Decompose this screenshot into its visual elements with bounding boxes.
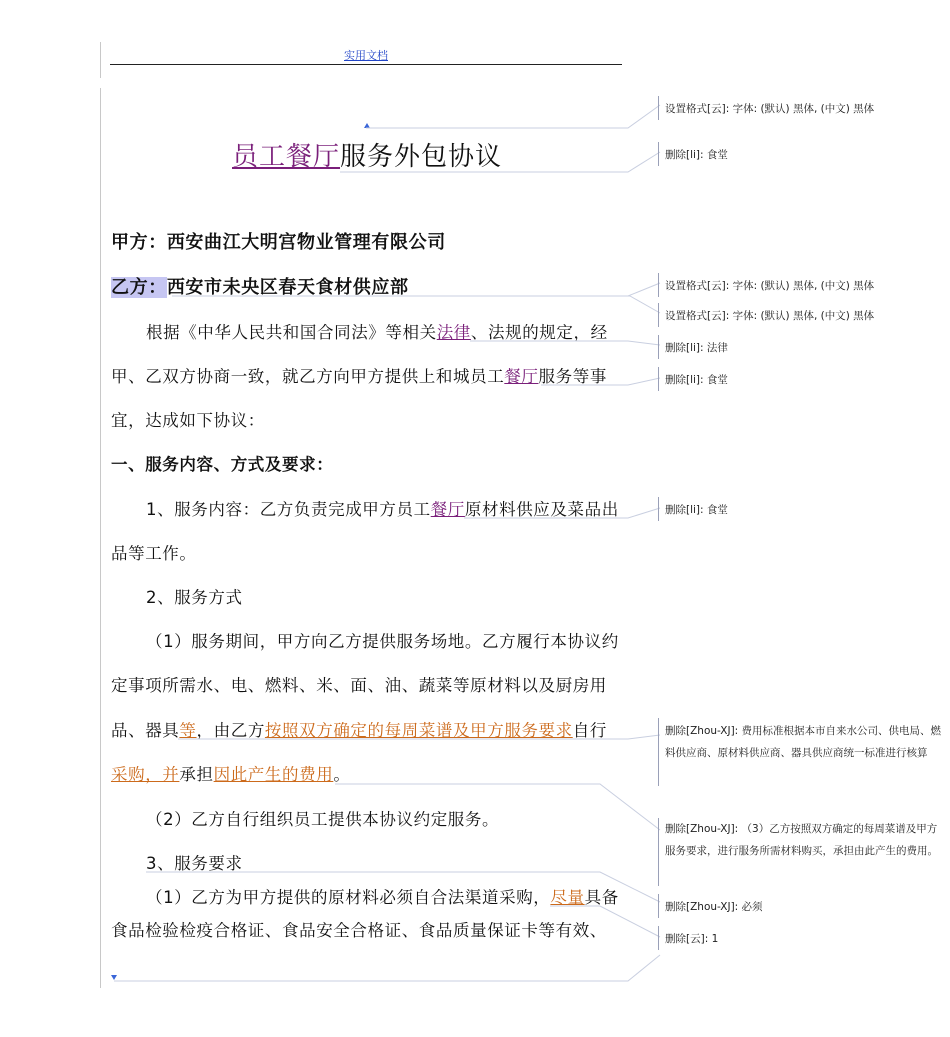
comment-bar [658,367,659,391]
text-run: 自行 [572,721,607,740]
section-heading: 一、服务内容、方式及要求： [111,455,334,474]
text-run: 根据《中华人民共和国合同法》等相关 [146,323,437,342]
text-run: （1）乙方为甲方提供的原材料必须自合法渠道采购， [146,888,551,907]
text-run: ，由乙方 [196,721,265,740]
leader-line [464,508,660,518]
comment-balloon[interactable]: 设置格式[云]: 字体: (默认) 黑体, (中文) 黑体 [665,280,875,292]
paragraph-line: 宜，达成如下协议： [111,411,265,430]
leader-line [178,735,660,739]
leader-line [172,283,660,296]
comment-bar [658,894,659,918]
text-run: 品、器具 [111,721,180,740]
comment-balloon[interactable]: 删除[Zhou-XJ]: 必须 [665,901,763,913]
comment-bar [658,303,659,327]
paragraph-line: （1）服务期间，甲方向乙方提供服务场地。乙方履行本协议约 [146,632,619,651]
leader-line [146,872,660,902]
comment-bar [658,497,659,521]
comment-balloon[interactable]: 删除[云]: 1 [665,933,719,945]
text-run: 具备 [584,888,619,907]
paragraph-line: 3、服务要求 [146,854,243,873]
text-run: 甲、乙双方协商一致，就乙方向甲方提供上和城员工 [111,367,505,386]
leader-line [114,955,660,981]
leader-line [541,378,660,385]
text-run: 、法规的规定，经 [470,323,608,342]
paragraph-line: （2）乙方自行组织员工提供本协议约定服务。 [146,810,500,829]
comment-bar [658,273,659,297]
leader-line [335,784,660,830]
comment-balloon[interactable]: 设置格式[云]: 字体: (默认) 黑体, (中文) 黑体 [665,310,875,322]
leader-line [366,105,660,128]
party-a-name: 西安曲江大明宫物业管理有限公司 [166,232,446,253]
party-a-label: 甲方： [111,232,167,253]
comment-bar [658,96,659,120]
comment-bar [658,718,659,786]
comment-balloon[interactable]: 删除[li]: 食堂 [665,504,728,516]
text-run: 服务等事 [538,367,607,386]
inserted-text: 法律 [436,323,471,342]
inserted-text: 尽量 [550,888,585,907]
comment-balloon[interactable]: 删除[li]: 法律 [665,342,728,354]
comment-balloon[interactable]: 删除[li]: 食堂 [665,149,728,161]
paragraph-line: 2、服务方式 [146,588,243,607]
inserted-text: 餐厅 [504,367,539,386]
paragraph-line: 定事项所需水、电、燃料、米、面、油、蔬菜等原材料以及厨房用 [111,676,607,695]
leader-line [550,906,660,937]
comment-balloon[interactable]: 设置格式[云]: 字体: (默认) 黑体, (中文) 黑体 [665,103,875,115]
comment-bar [658,142,659,166]
text-run: 1、服务内容：乙方负责完成甲方员工 [146,500,431,519]
text-run: 。 [333,765,351,784]
comment-balloon[interactable]: 删除[Zhou-XJ]: （3）乙方按照双方确定的每周菜谱及甲方服务要求，进行服务所需材料购买，承担由此产生的费用。 [665,823,938,857]
comment-bar [658,335,659,359]
paragraph-line: 食品检验检疫合格证、食品安全合格证、食品质量保证卡等有效、 [111,921,607,940]
text-run: 原材料供应及菜品出 [464,500,619,519]
title-insertion: 员工餐厅 [232,142,341,172]
inserted-text: 餐厅 [430,500,465,519]
paragraph-line: 品等工作。 [111,544,197,563]
page-header: 实用文档 [344,49,388,62]
text-run: 承担 [179,765,214,784]
inserted-text: 等 [179,721,197,740]
inserted-text: 采购，并 [111,765,180,784]
comment-bar [658,818,659,886]
comment-balloon[interactable]: 删除[li]: 食堂 [665,374,728,386]
leader-line [172,296,660,313]
party-b-name: 西安市未央区春天食材供应部 [166,277,409,298]
comment-bar [658,926,659,950]
inserted-text: 因此产生的费用 [213,765,334,784]
party-b-label: 乙方： [111,277,167,298]
comment-balloon[interactable]: 删除[Zhou-XJ]: 费用标准根据本市自来水公司、供电局、燃料供应商、原材料供应商、器具供应商统一标准进行核算 [665,725,942,759]
title-rest: 服务外包协议 [340,142,503,172]
leader-line [340,152,660,172]
inserted-text: 按照双方确定的每周菜谱及甲方服务要求 [264,721,573,740]
leader-line [470,341,660,345]
